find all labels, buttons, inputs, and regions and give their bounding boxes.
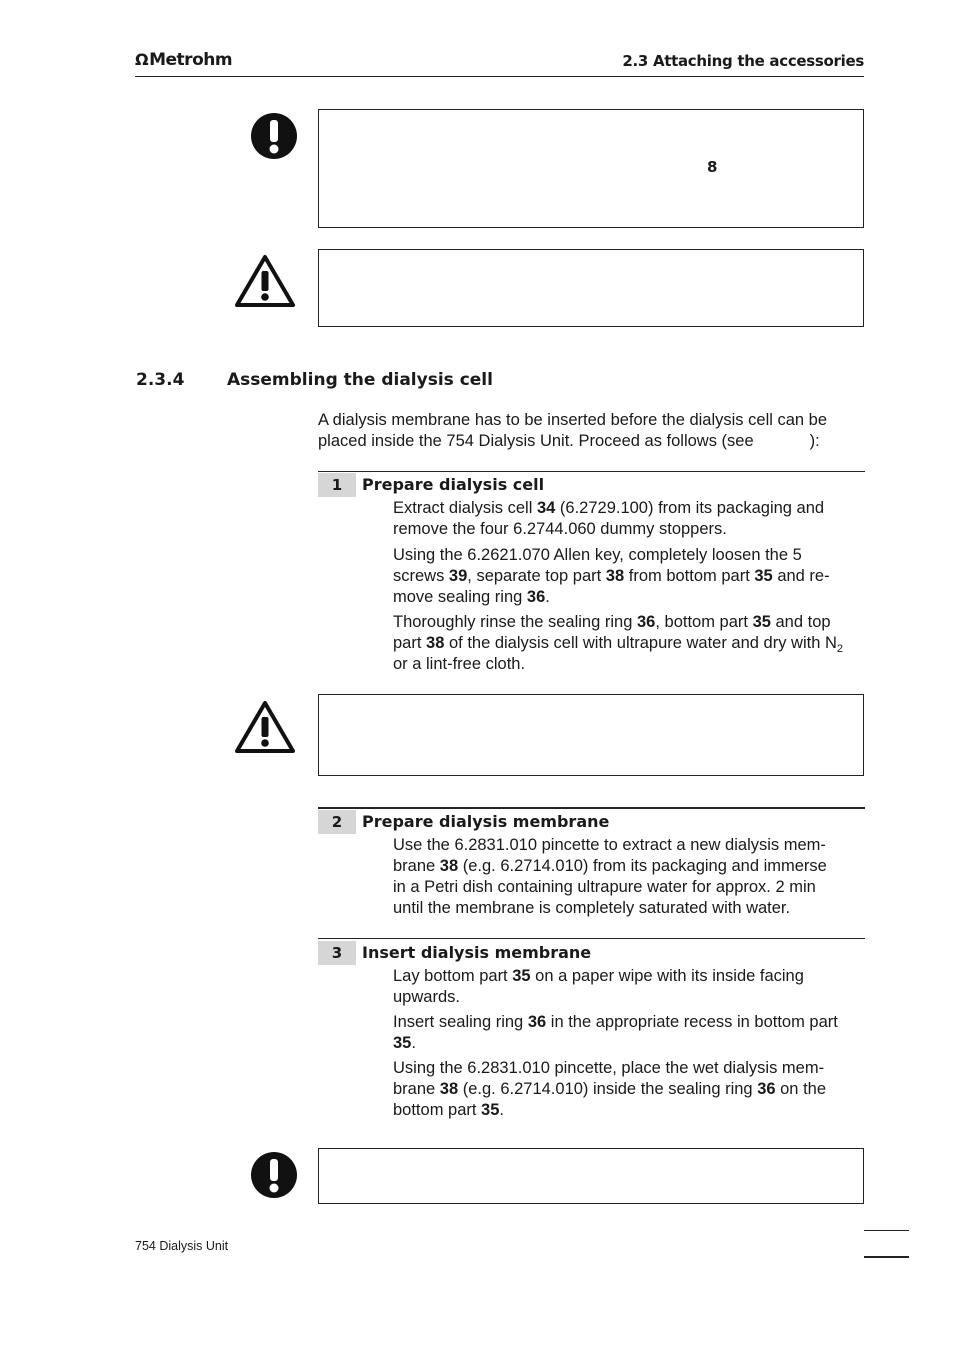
header-rule <box>135 76 864 77</box>
omega-logo-icon: Ω <box>135 50 149 69</box>
section-title: Assembling the dialysis cell <box>227 370 493 390</box>
step-2-number: 2 <box>318 810 356 834</box>
warning-triangle-icon <box>234 254 296 308</box>
step-3-rule <box>318 938 865 939</box>
step-3-paragraph-1: Lay bottom part 35 on a paper wipe with its inside facing upwards. <box>393 967 804 1006</box>
exclamation-circle-icon <box>250 112 298 160</box>
warning-triangle-icon <box>234 700 296 754</box>
running-header-section: 2.3 Attaching the accessories <box>622 52 864 70</box>
intro-line-1: A dialysis membrane has to be inserted before the dialysis cell can be <box>318 411 828 429</box>
step-2-paragraph-1: Use the 6.2831.010 pincette to extract a new dialysis mem- brane 38 (e.g. 6.2714.010) from its packaging and immerse in a Petri dish containing ultrapure water for approx. 2 min until the membrane is completely saturated with water. <box>393 836 827 917</box>
step-3-paragraph-3: Using the 6.2831.010 pincette, place the wet dialysis mem- brane 38 (e.g. 6.2714.010) inside the sealing ring 36 on the bottom part 35. <box>393 1059 827 1119</box>
step-3-title: Insert dialysis membrane <box>362 943 592 962</box>
step-3-paragraph-2: Insert sealing ring 36 in the appropriate recess in bottom part 35. <box>393 1013 838 1052</box>
note-box-2 <box>318 1148 864 1204</box>
step-1-number: 1 <box>318 473 356 497</box>
step-1-paragraph-3: Thoroughly rinse the sealing ring 36, bottom part 35 and top part 38 of the dialysis cell with ultrapure water and dry with $N_2$ or a lint-free cloth. <box>393 613 844 673</box>
page-number-rule-top <box>864 1230 909 1231</box>
metrohm-logo <box>135 50 232 70</box>
step-2-title: Prepare dialysis membrane <box>362 812 610 831</box>
page-number-rule-bottom <box>864 1256 909 1258</box>
logo-text: Metrohm <box>149 50 233 70</box>
note-box-1-text: 8 <box>707 158 718 176</box>
step-1-paragraph-1: Extract dialysis cell 34 (6.2729.100) from its packaging and remove the four 6.2744.060 dummy stoppers. <box>393 499 825 538</box>
step-2-rule <box>318 807 865 809</box>
warning-box-2 <box>318 694 864 776</box>
exclamation-circle-icon <box>250 1151 298 1199</box>
section-number: 2.3.4 <box>136 370 185 390</box>
intro-line-2: placed inside the 754 Dialysis Unit. Proceed as follows (see ): <box>318 432 820 450</box>
step-3-number: 3 <box>318 941 356 965</box>
step-1-title: Prepare dialysis cell <box>362 475 545 494</box>
intro-paragraph <box>318 410 868 452</box>
step-1-paragraph-2: Using the 6.2621.070 Allen key, completely loosen the 5 screws 39, separate top part 38 from bottom part 35 and re- move sealing ring 36. <box>393 546 830 606</box>
warning-box-1 <box>318 249 864 327</box>
note-box-1 <box>318 109 864 228</box>
step-1-rule <box>318 471 865 472</box>
footer-document-title: 754 Dialysis Unit <box>135 1239 229 1253</box>
